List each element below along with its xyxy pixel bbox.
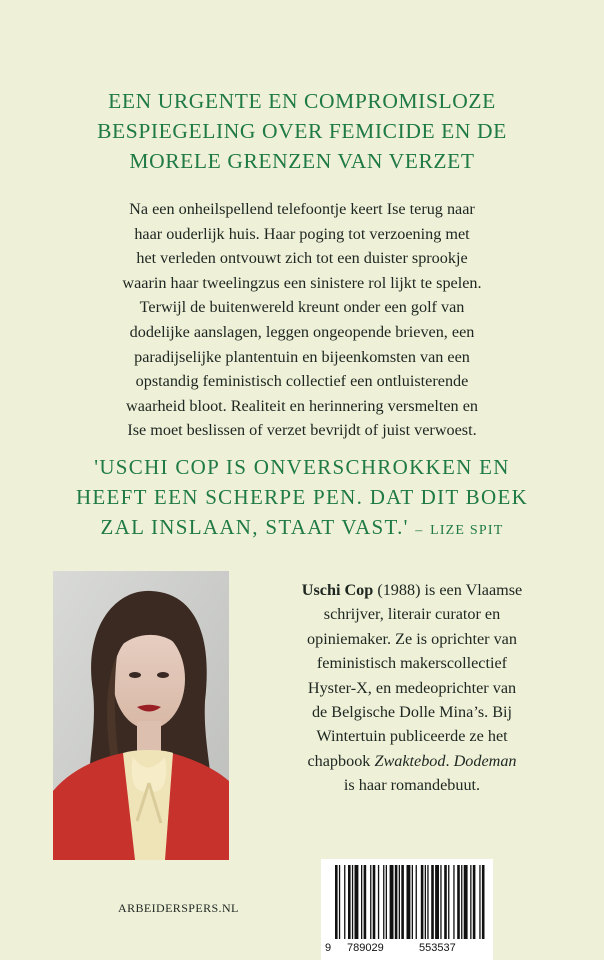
barcode-bar — [416, 865, 417, 939]
barcode-bar — [355, 865, 359, 939]
barcode-bar — [453, 865, 454, 939]
publisher-website: ARBEIDERSPERS.NL — [118, 901, 239, 915]
barcode-bar — [461, 865, 462, 939]
barcode-bar — [473, 865, 476, 939]
isbn-group-2: 553537 — [419, 942, 456, 954]
blurb-line: opstandig feministisch collectief een ontluisterende — [135, 372, 469, 391]
book-title: Dodeman — [453, 751, 517, 770]
bio-text: . — [445, 751, 454, 770]
barcode-bar — [378, 865, 379, 939]
quote-line: 'USCHI COP IS ONVERSCHROKKEN EN — [94, 455, 510, 479]
bio-line: opiniemaker. Ze is oprichter van — [307, 629, 517, 648]
barcode-bar — [448, 865, 449, 939]
press-quote — [70, 452, 534, 546]
barcode-bar — [390, 865, 394, 939]
blurb-line: Na een onheilspellend telefoontje keert Ise terug naar — [129, 200, 475, 218]
barcode-bar — [383, 865, 384, 939]
barcode-bar — [457, 865, 460, 939]
bio-line: feministisch makerscollectief — [316, 654, 508, 673]
barcode-bar — [364, 865, 367, 939]
headline-line: EEN URGENTE EN COMPROMISLOZE — [108, 89, 496, 113]
author-portrait — [53, 571, 229, 860]
blurb-line: Terwijl de buitenwereld kreunt onder een golf van — [139, 298, 465, 317]
barcode-bar — [395, 865, 398, 939]
barcode-bar — [431, 865, 434, 939]
barcode-bar — [401, 865, 404, 939]
blurb-text — [60, 197, 544, 443]
blurb-line: dodelijke aanslagen, leggen ongeopende brieven, een — [129, 322, 475, 341]
barcode-bar — [425, 865, 426, 939]
bio-line: de Belgische Dolle Mina’s. Bij — [311, 703, 513, 722]
bio-text: (1988) is een Vlaamse — [373, 581, 523, 599]
barcode-bar — [361, 865, 362, 939]
barcode-bar — [335, 865, 338, 939]
isbn-barcode — [321, 859, 493, 960]
barcode-bars — [321, 859, 493, 943]
barcode-bar — [348, 865, 351, 939]
barcode-bar — [373, 865, 376, 939]
author-name: Uschi Cop — [301, 581, 374, 599]
isbn-group-1: 789029 — [347, 942, 384, 954]
barcode-bar — [479, 865, 480, 939]
blurb-line: waarin haar tweelingzus een sinistere rol lijkt te spelen. — [122, 273, 482, 292]
barcode-bar — [399, 865, 400, 939]
barcode-bar — [444, 865, 447, 939]
barcode-bar — [470, 865, 471, 939]
bio-text: chapbook — [307, 751, 375, 770]
barcode-bar — [386, 865, 387, 939]
author-portrait-illustration — [53, 571, 229, 860]
barcode-bar — [407, 865, 411, 939]
barcode-bar — [339, 865, 340, 939]
bio-line: Hyster-X, en medeoprichter van — [307, 678, 517, 697]
barcode-bar — [344, 865, 345, 939]
barcode-bar — [482, 865, 485, 939]
quote-attribution: LIZE SPIT — [430, 523, 504, 538]
barcode-bar — [352, 865, 353, 939]
author-bio — [250, 578, 574, 798]
blurb-line: Ise moet beslissen of verzet bevrijdt of juist verwoest. — [127, 421, 477, 440]
barcode-bar — [427, 865, 428, 939]
barcode-bar — [370, 865, 371, 939]
headline-line: MORELE GRENZEN VAN VERZET — [129, 149, 475, 173]
bio-line-1 — [250, 578, 574, 602]
blurb-line: waarheid bloot. Realiteit en herinnering versmelten en — [126, 396, 478, 415]
blurb-line: het verleden ontvouwt zich tot een duister sprookje — [136, 249, 468, 268]
barcode-bar — [440, 865, 441, 939]
headline — [40, 86, 564, 176]
quote-line: ZAL INSLAAN, STAAT VAST.' — [100, 515, 409, 539]
headline-line: BESPIEGELING OVER FEMICIDE EN DE — [97, 119, 507, 143]
quote-last-line — [70, 512, 534, 546]
quote-dash: – — [415, 523, 424, 538]
blurb-line: haar ouderlijk huis. Haar poging tot verzoening met — [134, 224, 470, 243]
blurb-line: paradijselijke plantentuin en bijeenkomsten van een — [134, 347, 470, 366]
bio-line-8 — [250, 749, 574, 773]
barcode-bar — [421, 865, 424, 939]
barcode-bar — [412, 865, 413, 939]
barcode-bar — [435, 865, 439, 939]
barcode-bar — [464, 865, 468, 939]
quote-line: HEEFT EEN SCHERPE PEN. DAT DIT BOEK — [75, 485, 529, 509]
isbn-lead-digit: 9 — [325, 942, 332, 954]
bio-line: Wintertuin publiceerde ze het — [316, 727, 508, 746]
bio-line: schrijver, literair curator en — [323, 605, 501, 624]
book-title: Zwaktebod — [374, 751, 446, 770]
bio-line: is haar romandebuut. — [343, 776, 481, 795]
